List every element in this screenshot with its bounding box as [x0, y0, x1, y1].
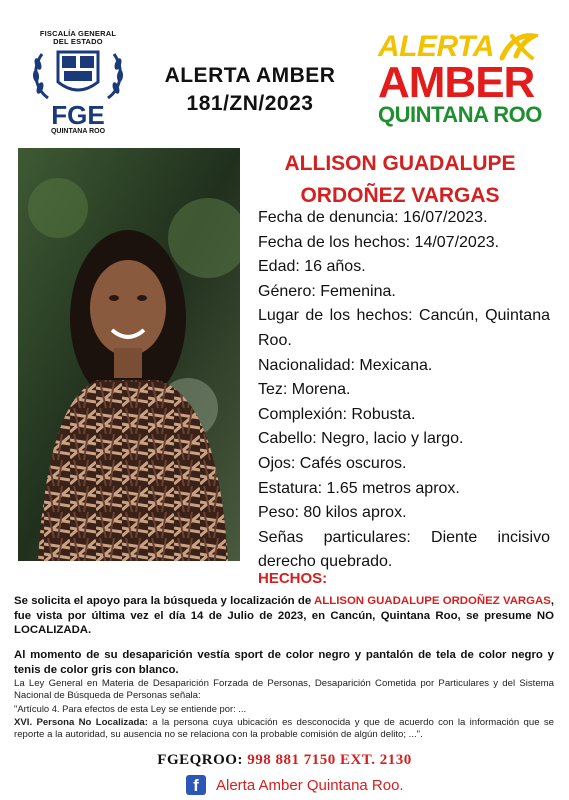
amber-logo-word3: QUINTANA ROO [378, 102, 542, 127]
facebook-row[interactable] [186, 774, 404, 796]
alerta-amber-logo [378, 30, 548, 145]
detail-lugar: Lugar de los hechos: Cancún, Quintana Roo. [258, 307, 550, 349]
detail-nacionalidad: Nacionalidad: Mexicana. [258, 356, 433, 374]
fge-logo [18, 30, 138, 148]
hechos-p1-end: , fue vista por última vez el día 14 de Julio de 2023, en Cancún, Quintana Roo, se presume NO LOCALIZADA. [14, 595, 554, 637]
person-name-line2: ORDOÑEZ VARGAS [300, 184, 500, 207]
person-photo-illustration [18, 148, 240, 561]
law-definition-term: XVI. Persona No Localizada: [14, 717, 148, 728]
hechos-paragraph-1 [14, 594, 554, 638]
alert-case-number: 181/ZN/2023 [186, 92, 314, 115]
amber-logo-word2: AMBER [378, 58, 535, 107]
missing-person-photo [18, 148, 240, 561]
law-article: "Artículo 4. Para efectos de esta Ley se entiende por: ... [14, 703, 247, 714]
detail-peso: Peso: 80 kilos aprox. [258, 504, 407, 522]
contact-phone[interactable]: 998 881 7150 EXT. 2130 [247, 752, 412, 768]
fge-seal-icon [28, 48, 128, 100]
hechos-paragraph-2: Al momento de su desaparición vestía sport de color negro y pantalón de tela de color negro y tenis de color gris con blanco. [14, 649, 554, 676]
detail-estatura: Estatura: 1.65 metros aprox. [258, 479, 460, 497]
facebook-page-link[interactable]: Alerta Amber Quintana Roo. [216, 776, 404, 794]
law-definition-text: a la persona cuya ubicación es desconocida y que de acuerdo con la información que se reporte a la autoridad, su ausencia no se relaciona con la probable comisión de algún delito; ...". [14, 717, 554, 741]
detail-genero: Género: Femenina. [258, 282, 396, 300]
amber-logo-word1: ALERTA [378, 30, 494, 63]
law-paragraph: La Ley General en Materia de Desaparición Forzada de Personas, Desaparición Cometida por Particulares y del Sistema Nacional de Búsqueda de Personas señala: [14, 678, 554, 702]
fge-acronym: FGE [51, 100, 105, 130]
fge-logo-bottom: QUINTANA ROO [50, 128, 106, 135]
law-definition [14, 717, 554, 742]
person-name-line1: ALLISON GUADALUPE [284, 152, 516, 175]
hechos-p1-start: Se solicita el apoyo para la búsqueda y localización de [14, 595, 315, 607]
fge-logo-top-line1: FISCALÍA GENERAL [39, 29, 117, 38]
detail-fecha-hechos: Fecha de los hechos: 14/07/2023. [258, 233, 500, 251]
alert-title-line1: ALERTA AMBER [164, 64, 336, 87]
fge-logo-top-line2: DEL ESTADO [53, 37, 103, 46]
hechos-heading: HECHOS: [258, 570, 328, 587]
detail-ojos: Ojos: Cafés oscuros. [258, 454, 407, 472]
person-name [250, 148, 550, 212]
hechos-p1-name: ALLISON GUADALUPE ORDOÑEZ VARGAS [314, 595, 551, 607]
facebook-icon[interactable]: f [186, 775, 206, 795]
contact-line [0, 752, 569, 769]
contact-label: FGEQROO: [157, 752, 248, 768]
detail-edad: Edad: 16 años. [258, 258, 366, 276]
person-details [258, 206, 550, 575]
alert-title [150, 62, 350, 118]
detail-fecha-denuncia: Fecha de denuncia: 16/07/2023. [258, 209, 488, 226]
detail-cabello: Cabello: Negro, lacio y largo. [258, 430, 464, 448]
detail-complexion: Complexión: Robusta. [258, 405, 416, 423]
detail-tez: Tez: Morena. [258, 381, 351, 399]
detail-senas: Señas particulares: Diente incisivo derecho quebrado. [258, 528, 550, 571]
